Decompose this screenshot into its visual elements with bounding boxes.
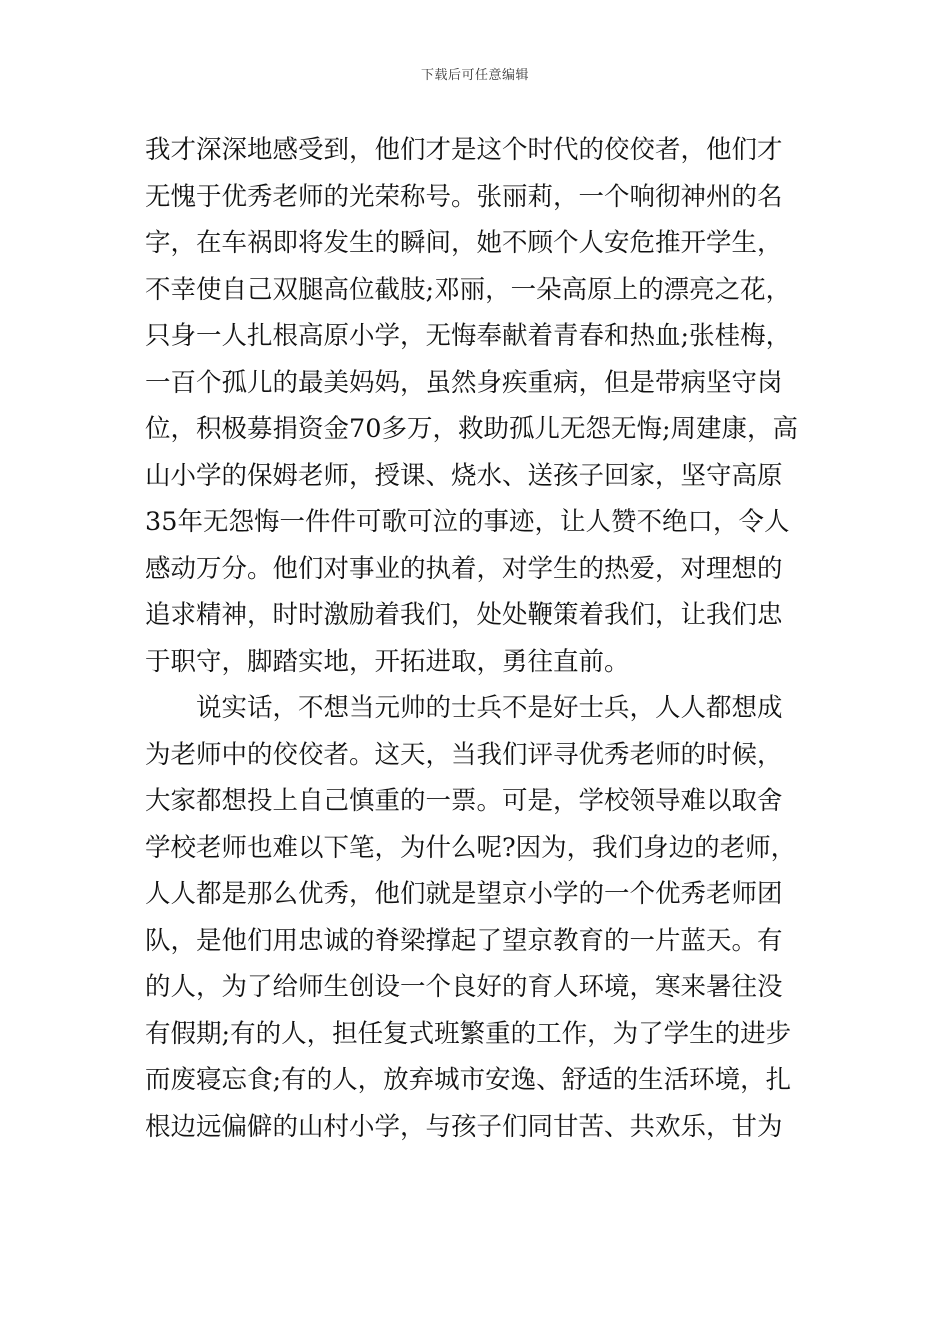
text-line: 位，积极募捐资金70多万，救助孤儿无怨无悔;周建康，高 bbox=[145, 414, 799, 444]
text-line: 队，是他们用忠诚的脊梁撑起了望京教育的一片蓝天。有 bbox=[145, 925, 783, 956]
text-line: 无愧于优秀老师的光荣称号。张丽莉，一个响彻神州的名 bbox=[145, 181, 783, 212]
text-line: 为老师中的佼佼者。这天，当我们评寻优秀老师的时候， bbox=[145, 739, 783, 770]
text-line: 追求精神，时时激励着我们，处处鞭策着我们，让我们忠 bbox=[145, 600, 783, 630]
text-line: 学校老师也难以下笔，为什么呢?因为，我们身边的老师， bbox=[145, 832, 797, 863]
text-line: 感动万分。他们对事业的执着，对学生的热爱，对理想的 bbox=[145, 553, 783, 584]
text-line: 只身一人扎根高原小学，无悔奉献着青春和热血;张桂梅， bbox=[145, 321, 792, 351]
text-line: 说实话，不想当元帅的士兵不是好士兵，人人都想成 bbox=[145, 693, 783, 723]
text-line: 我才深深地感受到，他们才是这个时代的佼佼者，他们才 bbox=[145, 135, 783, 165]
text-line: 字，在车祸即将发生的瞬间，她不顾个人安危推开学生， bbox=[145, 228, 783, 258]
header-note: 下载后可任意编辑 bbox=[420, 68, 529, 83]
text-line: 于职守，脚踏实地，开拓进取，勇往直前。 bbox=[145, 646, 630, 677]
text-line: 根边远偏僻的山村小学，与孩子们同甘苦、共欢乐，甘为 bbox=[145, 1111, 783, 1142]
text-line: 35年无怨悔一件件可歌可泣的事迹，让人赞不绝口，令人 bbox=[145, 507, 790, 537]
body-text bbox=[145, 127, 810, 1150]
text-line: 有假期;有的人，担任复式班繁重的工作，为了学生的进步 bbox=[145, 1018, 792, 1049]
text-line: 一百个孤儿的最美妈妈，虽然身疾重病，但是带病坚守岗 bbox=[145, 367, 783, 398]
text-line: 山小学的保姆老师，授课、烧水、送孩子回家，坚守高原 bbox=[145, 460, 783, 491]
text-line: 不幸使自己双腿高位截肢;邓丽，一朵高原上的漂亮之花， bbox=[145, 274, 792, 305]
text-line: 人人都是那么优秀，他们就是望京小学的一个优秀老师团 bbox=[145, 879, 783, 909]
text-line: 而废寝忘食;有的人，放弃城市安逸、舒适的生活环境，扎 bbox=[145, 1065, 792, 1095]
text-line: 大家都想投上自己慎重的一票。可是，学校领导难以取舍 bbox=[145, 786, 783, 816]
text-line: 的人，为了给师生创设一个良好的育人环境，寒来暑往没 bbox=[145, 972, 783, 1002]
